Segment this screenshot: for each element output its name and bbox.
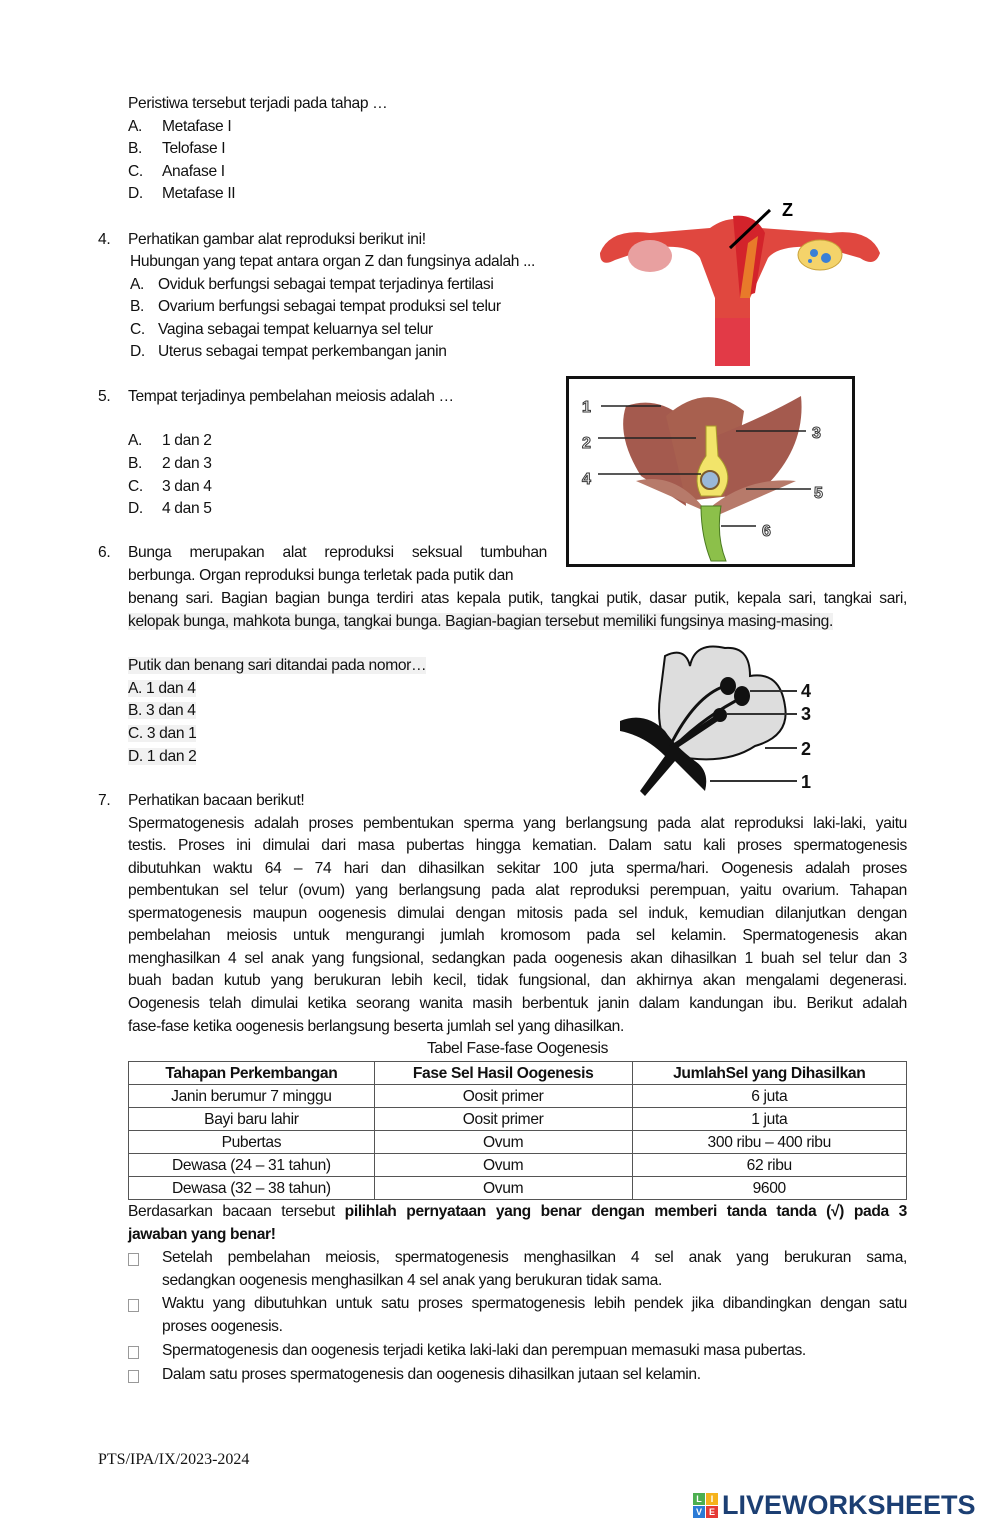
q7-paragraph-line: spermatogenesis maupun oogenesis dimulai dengan mitosis pada sel induk, kemudian dilanjutkan dengan — [128, 905, 907, 922]
table-cell: Pubertas — [129, 1131, 375, 1154]
table-cell: 9600 — [632, 1177, 907, 1200]
q6-stem — [128, 655, 426, 677]
statement-checkbox-4[interactable] — [128, 1370, 139, 1383]
q4-option-b[interactable]: Ovarium berfungsi sebagai tempat produksi sel telur — [158, 298, 501, 315]
q3-stem: Peristiwa tersebut terjadi pada tahap … — [128, 95, 388, 112]
q5-option-b-letter: B. — [128, 455, 143, 472]
q5-number: 5. — [98, 388, 111, 405]
q3-option-b[interactable]: Telofase I — [162, 140, 226, 157]
q4-option-a[interactable]: Oviduk berfungsi sebagai tempat terjadinya fertilasi — [158, 276, 494, 293]
table-cell: Oosit primer — [374, 1108, 632, 1131]
flower-label-5: 5 — [814, 485, 823, 502]
q4-option-a-letter: A. — [130, 276, 145, 293]
statement-1-line: Setelah pembelahan meiosis, spermatogenesis menghasilkan 4 sel anak yang berukuran sama, — [162, 1249, 907, 1266]
statement-2-line: proses oogenesis. — [162, 1318, 283, 1335]
q3-option-c-letter: C. — [128, 163, 143, 180]
logo-text: LIVEWORKSHEETS — [722, 1490, 976, 1520]
q4-stem-2: Hubungan yang tepat antara organ Z dan fungsinya adalah ... — [130, 253, 536, 270]
instruction-bold: pilihlah pernyataan yang benar dengan memberi tanda tanda (√) pada 3 — [344, 1203, 907, 1220]
table-cell: Ovum — [374, 1177, 632, 1200]
logo-letter: V — [693, 1506, 705, 1518]
table-cell: Bayi baru lahir — [129, 1108, 375, 1131]
table-cell: Ovum — [374, 1131, 632, 1154]
table-cell: Oosit primer — [374, 1085, 632, 1108]
liveworksheets-logo[interactable] — [693, 1490, 976, 1521]
q3-option-b-letter: B. — [128, 140, 143, 157]
q4-number: 4. — [98, 231, 111, 248]
table-cell: Dewasa (32 – 38 tahun) — [129, 1177, 375, 1200]
instruction-plain: Berdasarkan bacaan tersebut — [128, 1203, 345, 1220]
statement-checkbox-1[interactable] — [128, 1253, 139, 1266]
q6-option-a-text: A. 1 dan 4 — [128, 680, 196, 697]
q3-option-a-letter: A. — [128, 118, 143, 135]
logo-letter: L — [693, 1493, 705, 1505]
q5-option-a[interactable]: 1 dan 2 — [162, 432, 212, 449]
q4-option-b-letter: B. — [130, 298, 145, 315]
q6-text-line: benang sari. Bagian bagian bunga terdiri atas kepala putik, tangkai putik, dasar putik, kepala sari, tangkai sari, — [128, 590, 907, 607]
q4-option-c-letter: C. — [130, 321, 145, 338]
q5-option-c[interactable]: 3 dan 4 — [162, 478, 212, 495]
q5-stem: Tempat terjadinya pembelahan meiosis adalah … — [128, 388, 454, 405]
flower-label-4: 4 — [582, 471, 591, 488]
q6-text-line: Bunga merupakan alat reproduksi seksual tumbuhan — [128, 544, 547, 561]
table-cell: Ovum — [374, 1154, 632, 1177]
table-header: Fase Sel Hasil Oogenesis — [374, 1062, 632, 1085]
q5-option-a-letter: A. — [128, 432, 143, 449]
instruction-bold-2: jawaban yang benar! — [128, 1226, 276, 1243]
table-row — [129, 1131, 907, 1154]
flower-cross-section-diagram — [566, 376, 856, 568]
table-row — [129, 1108, 907, 1131]
table-caption: Tabel Fase-fase Oogenesis — [426, 1040, 609, 1057]
statement-1-line: sedangkan oogenesis menghasilkan 4 sel anak yang berukuran tidak sama. — [162, 1272, 662, 1289]
flower2-label-1: 1 — [801, 772, 811, 792]
flower-label-6: 6 — [762, 523, 771, 540]
q6-text-line: berbunga. Organ reproduksi bunga terletak pada putik dan — [128, 567, 514, 584]
q7-stem: Perhatikan bacaan berikut! — [128, 792, 305, 809]
q7-paragraph-line: fase-fase ketika oogenesis berlangsung beserta jumlah sel yang dihasilkan. — [128, 1018, 624, 1035]
table-cell: 62 ribu — [632, 1154, 907, 1177]
statement-2-line: Waktu yang dibutuhkan untuk satu proses spermatogenesis lebih pendek jika dibandingkan dengan satu — [162, 1295, 907, 1312]
q3-option-d-letter: D. — [128, 185, 143, 202]
q5-option-d[interactable]: 4 dan 5 — [162, 500, 212, 517]
q6-option-d[interactable] — [128, 746, 196, 768]
table-row — [129, 1177, 907, 1200]
q7-paragraph-line: pembelahan meiosis untuk mengurangi jumlah kromosom pada sel kelamin. Spermatogenesis akan — [128, 927, 907, 944]
q4-stem: Perhatikan gambar alat reproduksi berikut ini! — [128, 231, 426, 248]
table-cell: 300 ribu – 400 ribu — [632, 1131, 907, 1154]
q7-paragraph-line: Spermatogenesis adalah proses pembentukan sperma yang berlangsung pada alat reproduksi laki-laki, yaitu — [128, 815, 907, 832]
q7-paragraph-line: menghasilkan 4 sel anak yang fungsional, sedangkan pada oogenesis akan dihasilkan 1 buah sel telur dan 3 — [128, 950, 907, 967]
statement-checkbox-2[interactable] — [128, 1299, 139, 1312]
q7-instruction — [128, 1201, 907, 1223]
q7-paragraph-line: dibutuhkan waktu 64 – 74 hari dan dihasilkan sekitar 100 juta sperma/hari. Oogenesis adalah proses — [128, 860, 907, 877]
flower2-label-2: 2 — [801, 739, 811, 759]
q5-option-d-letter: D. — [128, 500, 143, 517]
logo-icon — [693, 1493, 718, 1518]
flower-line-drawing — [615, 636, 825, 800]
q3-option-a[interactable]: Metafase I — [162, 118, 232, 135]
q6-option-b[interactable] — [128, 700, 196, 722]
statement-checkbox-3[interactable] — [128, 1346, 139, 1359]
statement-3-line: Spermatogenesis dan oogenesis terjadi ketika laki-laki dan perempuan memasuki masa pubertas. — [162, 1342, 806, 1359]
logo-letter: E — [706, 1506, 718, 1518]
flower-label-3: 3 — [812, 425, 821, 442]
q6-option-c[interactable] — [128, 723, 196, 745]
statement-4-line: Dalam satu proses spermatogenesis dan oogenesis dihasilkan jutaan sel kelamin. — [162, 1366, 701, 1383]
footer-code: PTS/IPA/IX/2023-2024 — [98, 1451, 250, 1468]
q5-option-b[interactable]: 2 dan 3 — [162, 455, 212, 472]
q4-option-d[interactable]: Uterus sebagai tempat perkembangan janin — [158, 343, 447, 360]
table-cell: 6 juta — [632, 1085, 907, 1108]
z-label: Z — [782, 200, 793, 220]
flower-label-2: 2 — [582, 435, 591, 452]
q6-text-line — [128, 611, 905, 633]
logo-letter: I — [706, 1493, 718, 1505]
table-cell: Janin berumur 7 minggu — [129, 1085, 375, 1108]
q7-paragraph-line: Oogenesis telah dimulai ketika seorang wanita masih berbentuk janin dalam kandungan ibu. Berikut adalah — [128, 995, 907, 1012]
table-header: JumlahSel yang Dihasilkan — [632, 1062, 907, 1085]
flower-label-1: 1 — [582, 399, 591, 416]
q6-option-a[interactable] — [128, 678, 196, 700]
q4-option-d-letter: D. — [130, 343, 145, 360]
q7-paragraph-line: testis. Proses ini dimulai dari masa pubertas hingga kematian. Dalam satu kali proses spermatogenesis — [128, 837, 907, 854]
q6-number: 6. — [98, 544, 111, 561]
flower2-label-3: 3 — [801, 704, 811, 724]
q6-option-c-text: C. 3 dan 1 — [128, 725, 197, 742]
table-header-row — [129, 1062, 907, 1085]
q7-number: 7. — [98, 792, 111, 809]
q6-option-b-text: B. 3 dan 4 — [128, 702, 196, 719]
q6-option-d-text: D. 1 dan 2 — [128, 748, 197, 765]
q7-paragraph-line: pembentukan sel telur (ovum) yang berlangsung pada alat reproduksi perempuan, yaitu ovarium. Tahapan — [128, 882, 907, 899]
flower2-label-4: 4 — [801, 681, 811, 701]
q3-option-d[interactable]: Metafase II — [162, 185, 236, 202]
q6-text-line-last: kelopak bunga, mahkota bunga, tangkai bunga. Bagian-bagian tersebut memiliki fungsinya masing-masing. — [128, 613, 833, 630]
q4-option-c[interactable]: Vagina sebagai tempat keluarnya sel telur — [158, 321, 433, 338]
table-row — [129, 1154, 907, 1177]
uterus-diagram — [590, 198, 890, 366]
table-cell: 1 juta — [632, 1108, 907, 1131]
q5-option-c-letter: C. — [128, 478, 143, 495]
q6-stem-text: Putik dan benang sari ditandai pada nomor… — [128, 657, 427, 674]
oogenesis-table — [128, 1061, 907, 1200]
table-header: Tahapan Perkembangan — [129, 1062, 375, 1085]
table-cell: Dewasa (24 – 31 tahun) — [129, 1154, 375, 1177]
table-row — [129, 1085, 907, 1108]
q7-paragraph-line: buah badan kutub yang berukuran lebih kecil, tidak fungsional, dan akhirnya akan mengalami degenerasi. — [128, 972, 907, 989]
q3-option-c[interactable]: Anafase I — [162, 163, 225, 180]
